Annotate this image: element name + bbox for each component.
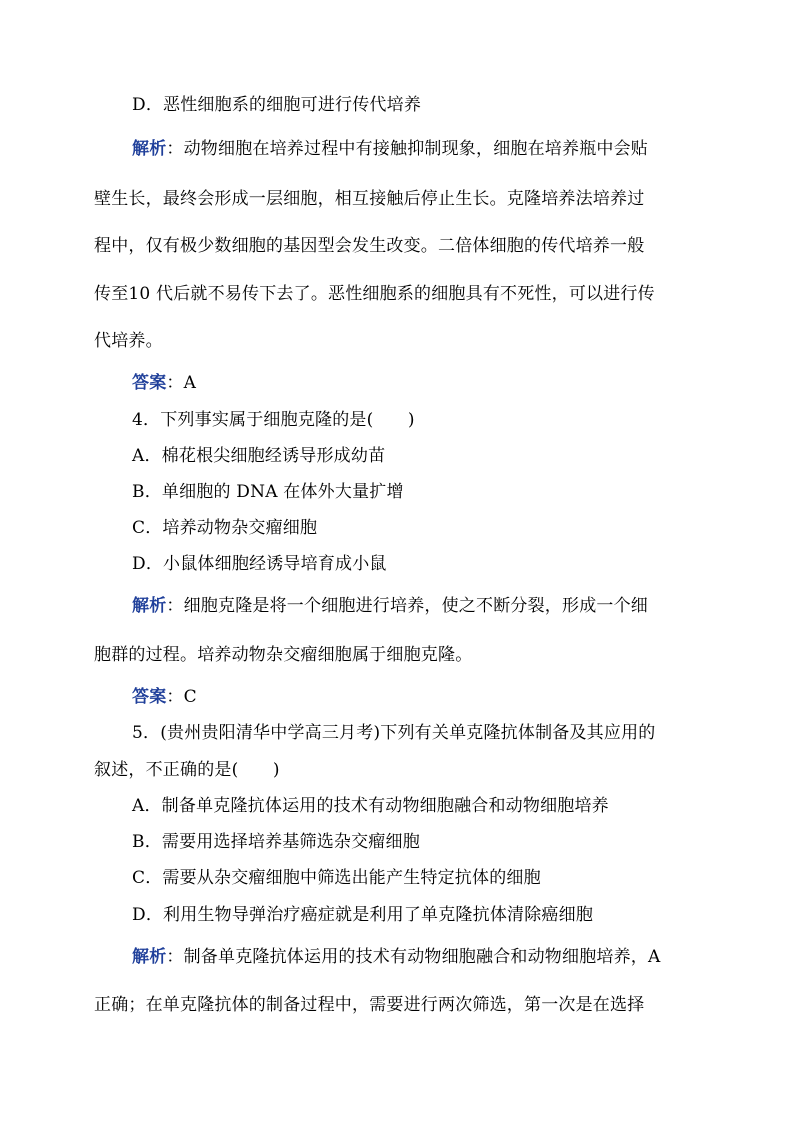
- q5-option-a: A．制备单克隆抗体运用的技术有动物细胞融合和动物细胞培养: [132, 796, 609, 816]
- q3-analysis-line-4: 传至10 代后就不易传下去了。恶性细胞系的细胞具有不死性，可以进行传: [94, 284, 655, 304]
- q5-option-d: D．利用生物导弹治疗癌症就是利用了单克隆抗体清除癌细胞: [132, 905, 594, 925]
- q3-answer: [132, 373, 196, 393]
- q4-analysis-line-1: [132, 596, 648, 616]
- q5-analysis-line-1: [132, 947, 660, 967]
- q4-stem: 4．下列事实属于细胞克隆的是( ): [132, 410, 415, 430]
- q3-analysis-line-3: 程中，仅有极少数细胞的基因型会发生改变。二倍体细胞的传代培养一般: [94, 236, 645, 256]
- q4-analysis-line-2: 胞群的过程。培养动物杂交瘤细胞属于细胞克隆。: [94, 645, 473, 665]
- q5-analysis-line-2: 正确；在单克隆抗体的制备过程中，需要进行两次筛选，第一次是在选择: [94, 995, 645, 1015]
- q5-option-c: C．需要从杂交瘤细胞中筛选出能产生特定抗体的细胞: [132, 868, 541, 888]
- q5-stem-line-1: 5．(贵州贵阳清华中学高三月考)下列有关单克隆抗体制备及其应用的: [132, 723, 656, 743]
- q4-analysis-label: 解析: [132, 596, 167, 616]
- q4-analysis-text-1: ：细胞克隆是将一个细胞进行培养，使之不断分裂，形成一个细: [166, 596, 649, 616]
- q3-answer-value: ：A: [166, 373, 197, 393]
- q3-analysis-text-1: ：动物细胞在培养过程中有接触抑制现象，细胞在培养瓶中会贴: [166, 139, 649, 159]
- q3-option-d: D．恶性细胞系的细胞可进行传代培养: [132, 95, 422, 115]
- q4-answer-label: 答案: [132, 687, 167, 707]
- q5-analysis-text-1: ：制备单克隆抗体运用的技术有动物细胞融合和动物细胞培养，A: [166, 947, 661, 967]
- q5-analysis-label: 解析: [132, 947, 167, 967]
- q5-stem-line-2: 叙述，不正确的是( ): [94, 760, 280, 780]
- q3-analysis-line-1: [132, 139, 648, 159]
- q5-option-b: B．需要用选择培养基筛选杂交瘤细胞: [132, 832, 420, 852]
- q4-option-a: A．棉花根尖细胞经诱导形成幼苗: [132, 446, 386, 466]
- q4-option-c: C．培养动物杂交瘤细胞: [132, 518, 318, 538]
- q4-option-b: B．单细胞的 DNA 在体外大量扩增: [132, 482, 404, 502]
- q3-analysis-line-5: 代培养。: [94, 331, 163, 351]
- q3-analysis-label: 解析: [132, 139, 167, 159]
- q4-option-d: D．小鼠体细胞经诱导培育成小鼠: [132, 554, 387, 574]
- q4-answer: [132, 687, 197, 707]
- q3-answer-label: 答案: [132, 373, 167, 393]
- q4-answer-value: ：C: [166, 687, 197, 707]
- q3-analysis-line-2: 壁生长，最终会形成一层细胞，相互接触后停止生长。克隆培养法培养过: [94, 189, 645, 209]
